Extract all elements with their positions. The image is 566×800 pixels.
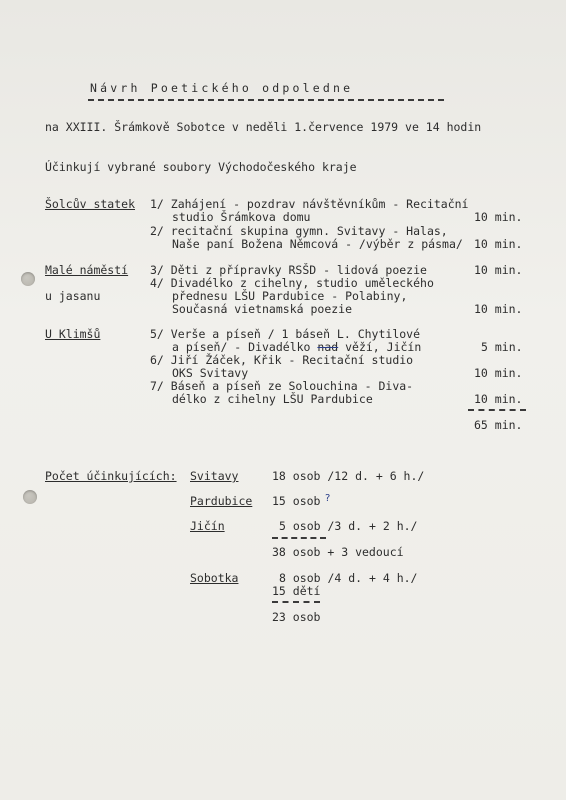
subtotal-count: 38 osob + 3 vedoucí xyxy=(272,545,404,559)
program-item-3: 3/ Děti z přípravky RSŠD - lidová poezie xyxy=(150,263,427,277)
place-male-namesti: Malé náměstí xyxy=(45,263,129,277)
group-pardubice: Pardubice xyxy=(190,494,253,508)
time-item-6: 10 min. xyxy=(474,366,523,380)
place-u-jasanu: u jasanu xyxy=(45,289,101,303)
program-item-1: 1/ Zahájení - pozdrav návštěvníkům - Recitační xyxy=(150,197,469,211)
group-sobotka-count: 8 osob /4 d. + 4 h./ xyxy=(279,571,418,585)
sum-count: 23 osob xyxy=(272,610,321,624)
document-title: Návrh Poetického odpoledne xyxy=(90,81,354,95)
program-item-2-cont: Naše paní Božena Němcová - /výběr z pásma/ xyxy=(172,237,463,251)
group-jicin-count: 5 osob /3 d. + 2 h./ xyxy=(279,519,418,533)
time-item-1: 10 min. xyxy=(474,210,523,224)
program-item-6: 6/ Jiří Žáček, Křik - Recitační studio xyxy=(150,353,414,367)
program-item-7: 7/ Báseň a píseň ze Solouchina - Diva- xyxy=(150,379,414,393)
program-item-1-cont: studio Šrámkova domu xyxy=(172,210,311,224)
place-u-klimsu: U Klimšů xyxy=(45,327,101,341)
count-label: Počet účinkujících: xyxy=(45,469,177,483)
group-jicin: Jičín xyxy=(190,519,225,533)
group-svitavy-count: 18 osob /12 d. + 6 h./ xyxy=(272,469,425,483)
event-line: na XXIII. Šrámkově Sobotce v neděli 1.července 1979 ve 14 hodin xyxy=(45,120,482,134)
participants-line: Účinkují vybrané soubory Východočeského kraje xyxy=(45,160,357,174)
sum-rule xyxy=(272,601,320,603)
time-item-2: 10 min. xyxy=(474,237,523,251)
place-solcuv-statek: Šolcův statek xyxy=(45,197,136,211)
program-item-2: 2/ recitační skupina gymn. Svitavy - Halas, xyxy=(150,224,448,238)
time-item-4: 10 min. xyxy=(474,302,523,316)
group-sobotka: Sobotka xyxy=(190,571,239,585)
time-item-7: 10 min. xyxy=(474,392,523,406)
program-item-5: 5/ Verše a píseň / 1 báseň L. Chytilové xyxy=(150,327,421,341)
program-item-4-cont2: Současná vietnamská poezie xyxy=(172,302,353,316)
program-item-5-cont: a píseň/ - Divadélko nad věží, Jičín xyxy=(172,340,422,354)
subtotal-rule xyxy=(272,537,326,539)
total-rule xyxy=(468,409,526,411)
program-item-4-cont: přednesu LŠU Pardubice - Polabiny, xyxy=(172,289,408,303)
time-item-5: 5 min. xyxy=(481,340,523,354)
program-item-7-cont: délko z cihelny LŠU Pardubice xyxy=(172,392,373,406)
children-count: 15 dětí xyxy=(272,584,321,598)
program-item-4: 4/ Divadélko z cihelny, studio uměleckého xyxy=(150,276,434,290)
punch-hole-icon xyxy=(23,490,37,504)
handwritten-question-mark: ? xyxy=(325,493,331,504)
title-underline xyxy=(88,99,444,101)
group-svitavy: Svitavy xyxy=(190,469,239,483)
time-item-3: 10 min. xyxy=(474,263,523,277)
program-item-6-cont: OKS Svitavy xyxy=(172,366,249,380)
time-total: 65 min. xyxy=(474,418,523,432)
punch-hole-icon xyxy=(21,272,35,286)
struck-word: nad xyxy=(317,340,339,354)
group-pardubice-count: 15 osob xyxy=(272,494,321,508)
